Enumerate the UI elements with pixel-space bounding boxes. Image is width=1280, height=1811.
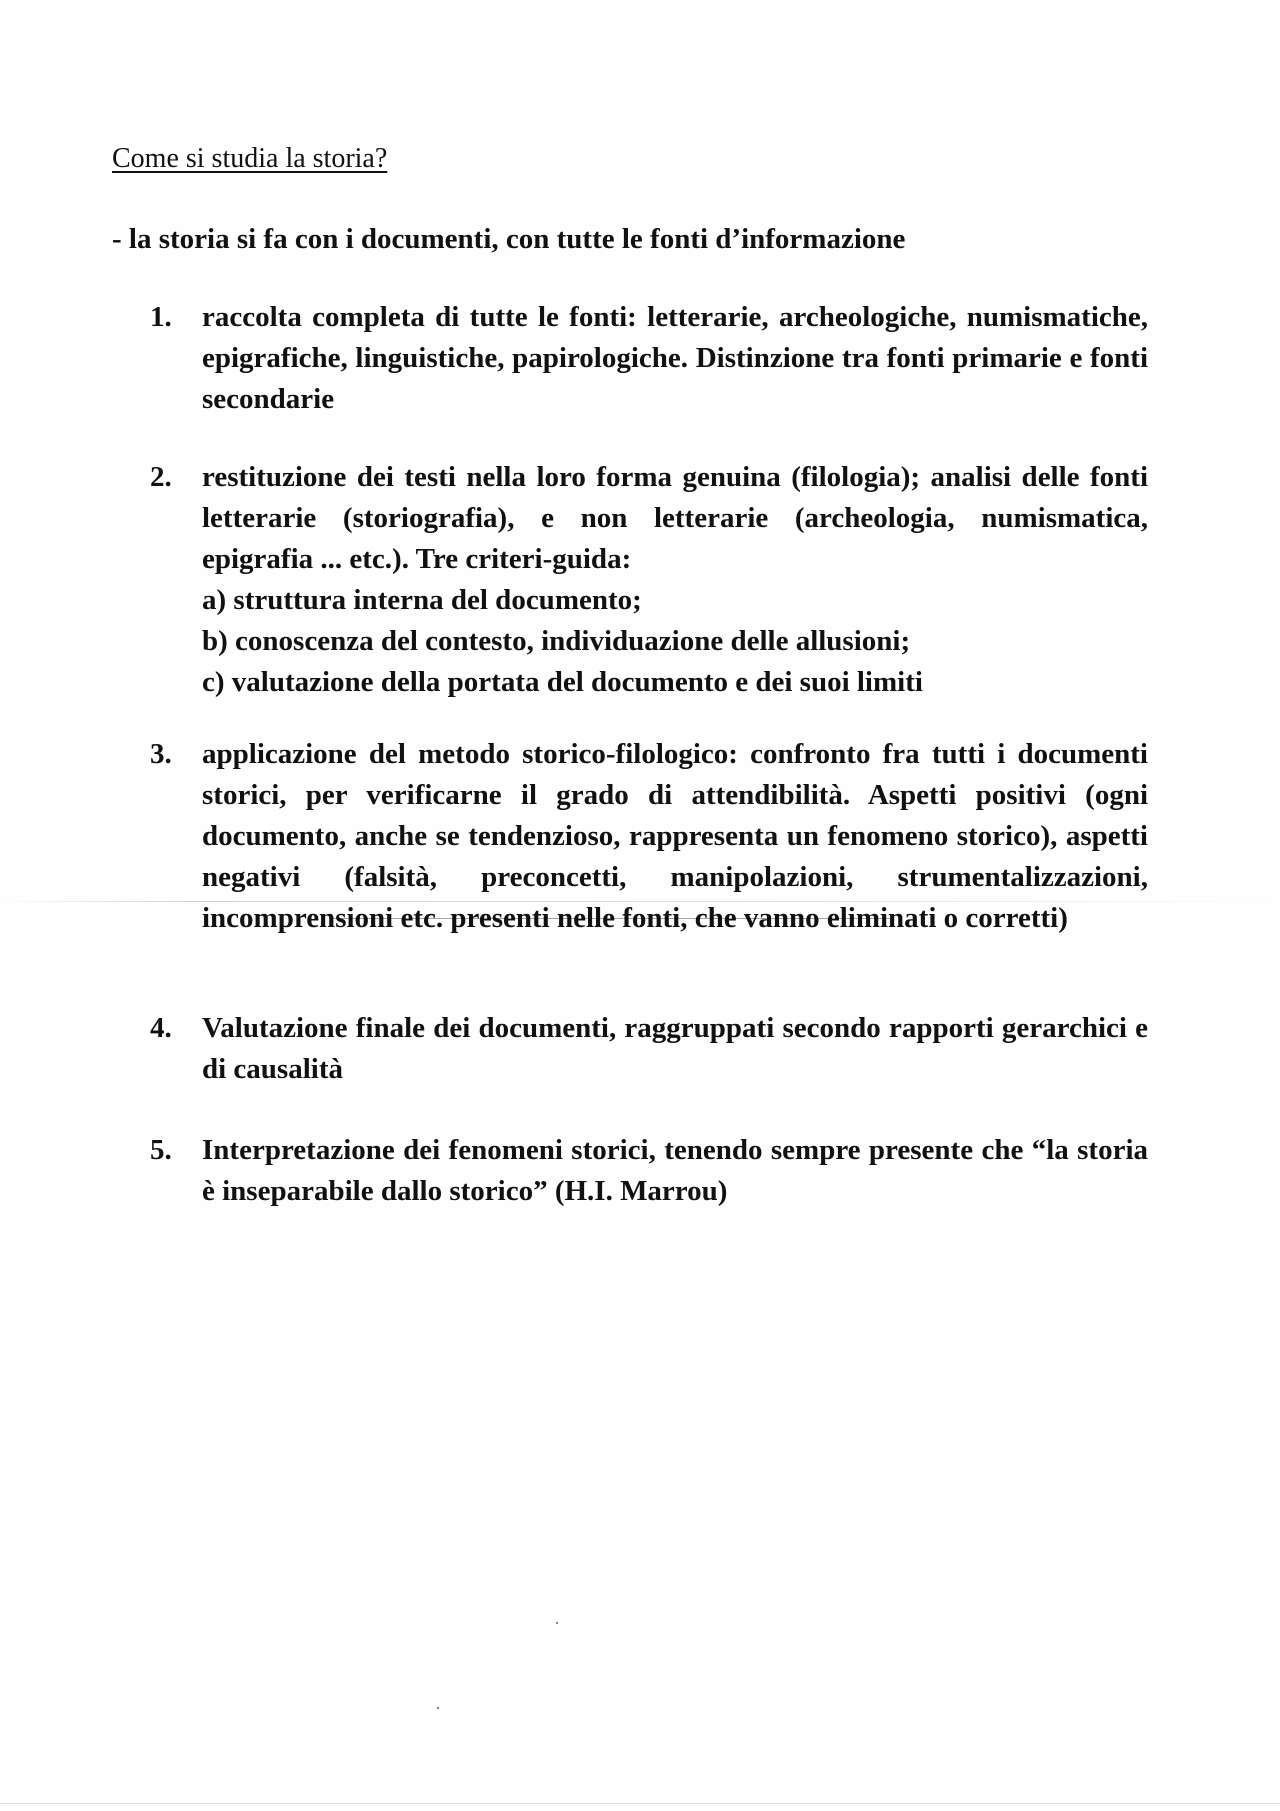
list-item-number: 5. (150, 1134, 172, 1166)
list-item-2 (150, 457, 1148, 703)
criterion-a: a) struttura interna del documento; (202, 584, 642, 616)
list-item-5 (150, 1130, 1148, 1212)
list-item-text: Valutazione finale dei documenti, raggruppati secondo rapporti gerarchici e di causalità (202, 1012, 1148, 1085)
list-item-body (202, 297, 1148, 420)
list-item-text: Interpretazione dei fenomeni storici, tenendo sempre presente che “la storia è inseparabile dallo storico” (H.I. Marrou) (202, 1134, 1148, 1207)
criterion-b: b) conoscenza del contesto, individuazione delle allusioni; (202, 625, 911, 657)
paper-bottom-edge (0, 1803, 1280, 1804)
list-item-text: applicazione del metodo storico-filologico: confronto fra tutti i documenti storici, per verificarne il grado di attendibilità. Aspetti positivi (ogni documento, anche se tendenzioso, rappresenta un fenomeno storico), aspetti negativi (falsità, preconcetti, manipolazioni, strumentalizzazioni, incomprensioni etc. presenti nelle fonti, che vanno eliminati o corretti) (202, 738, 1148, 934)
criterion-c: c) valutazione della portata del documento e dei suoi limiti (202, 666, 923, 698)
list-item-text: raccolta completa di tutte le fonti: letterarie, archeologiche, numismatiche, epigrafiche, linguistiche, papirologiche. Distinzione tra fonti primarie e fonti secondarie (202, 301, 1148, 415)
list-item-body (202, 1130, 1148, 1212)
list-item-number: 3. (150, 738, 172, 770)
intro-line: - la storia si fa con i documenti, con tutte le fonti d’informazione (112, 223, 906, 255)
list-item-number: 4. (150, 1012, 172, 1044)
list-item-3 (150, 734, 1148, 939)
list-item-body (202, 1008, 1148, 1090)
list-item-text: restituzione dei testi nella loro forma genuina (filologia); analisi delle fonti letterarie (storiografia), e non letterarie (archeologia, numismatica, epigrafia ... etc.). Tre criteri-guida: (202, 461, 1148, 575)
list-item-number: 1. (150, 301, 172, 333)
scan-speck (437, 1707, 439, 1709)
list-item-1 (150, 297, 1148, 420)
list-item-number: 2. (150, 461, 172, 493)
list-item-body (202, 457, 1148, 703)
list-item-body (202, 734, 1148, 939)
scan-speck (556, 1622, 558, 1624)
document-title: Come si studia la storia? (112, 143, 388, 174)
list-item-4 (150, 1008, 1148, 1090)
scan-artifact-line (330, 918, 890, 919)
